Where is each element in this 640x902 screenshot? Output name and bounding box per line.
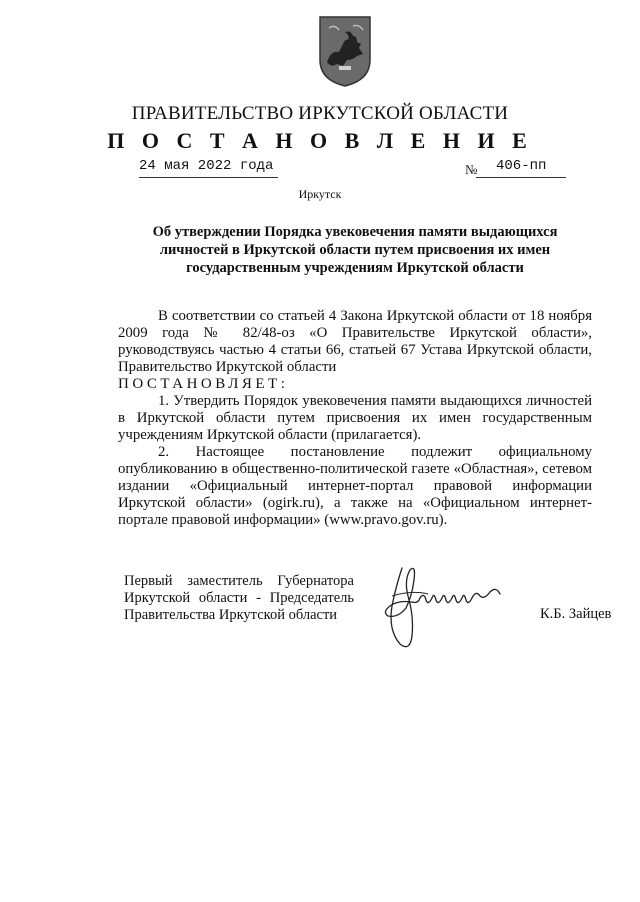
number-sign: № [465, 162, 478, 177]
coat-of-arms-icon [317, 14, 373, 88]
number-underline [476, 177, 566, 178]
resolves-heading: ПОСТАНОВЛЯЕТ: [118, 376, 289, 392]
title-line: личностей в Иркутской области путем присвоения их имен [159, 242, 551, 258]
position-line: Иркутской области - Председатель [124, 590, 354, 606]
title-line: государственным учреждениям Иркутской области [186, 260, 524, 276]
document-title [120, 223, 590, 277]
title-line: Об утверждении Порядка увековечения памяти выдающихся [152, 224, 558, 240]
position-line: Первый заместитель Губернатора [124, 573, 354, 589]
position-line: Правительства Иркутской области [124, 607, 338, 623]
organization-name: ПРАВИТЕЛЬСТВО ИРКУТСКОЙ ОБЛАСТИ [131, 103, 509, 124]
document-number: 406-пп [496, 158, 547, 174]
document-date: 24 мая 2022 года [139, 158, 274, 174]
document-type: П О С Т А Н О В Л Е Н И Е [107, 128, 533, 153]
signatory-position [124, 573, 354, 624]
intro-paragraph: В соответствии со статьей 4 Закона Иркутской области от 18 ноября 2009 года № 82/48-оз «О Правительстве Иркутской области», руководствуясь частью 4 статьи 66, статьей 67 Устава Иркутской области, Правительство Иркутской области [118, 308, 592, 375]
date-underline [139, 177, 278, 178]
handwritten-signature [372, 556, 512, 656]
signatory-name: К.Б. Зайцев [540, 606, 612, 622]
city: Иркутск [298, 187, 342, 201]
item-2-paragraph: 2. Настоящее постановление подлежит официальному опубликованию в общественно-политической газете «Областная», сетевом издании «Официальный интернет-портал правовой информации Иркутской области» (ogirk.ru), а также на «Официальном интернет-портале правовой информации» (www.pravo.gov.ru). [118, 444, 592, 528]
item-1-paragraph: 1. Утвердить Порядок увековечения памяти выдающихся личностей в Иркутской области путем присвоения их имен государственным учреждениям Иркутской области (прилагается). [118, 393, 592, 443]
